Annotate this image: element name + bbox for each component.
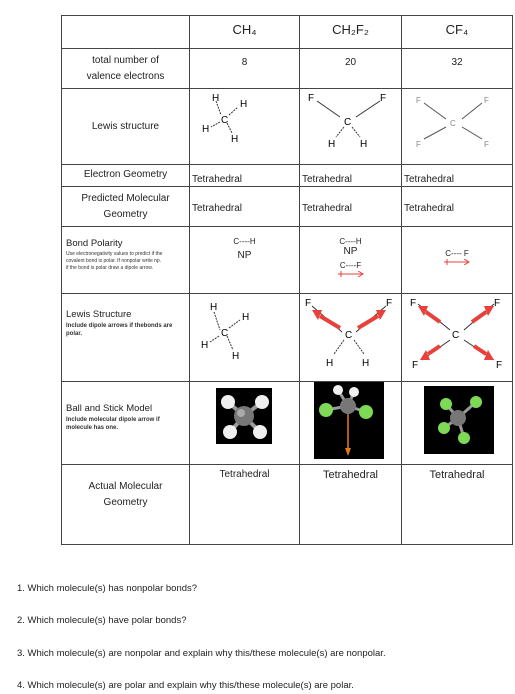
svg-text:F: F (416, 96, 421, 105)
pg-ch4-cell (190, 187, 300, 227)
lewis-dipole-ch2f2 (300, 294, 402, 382)
ball-stick-cf4-cell (402, 382, 513, 465)
svg-text:C: C (452, 330, 460, 341)
corner-cell (62, 16, 190, 49)
svg-text:H: H (328, 139, 336, 150)
svg-text:H: H (202, 124, 210, 135)
svg-text:C: C (221, 328, 229, 339)
lewis-dipole-cf4 (402, 294, 513, 382)
lewis-ch2f2 (300, 89, 402, 165)
svg-text:F: F (412, 360, 419, 371)
lewis-dipole-ch4 (190, 294, 300, 382)
row-bond-polarity (62, 227, 513, 294)
ch4-lewis-dipole (190, 294, 300, 376)
ch4-ball-stick-model-icon (190, 382, 300, 459)
svg-text:F: F (386, 298, 393, 309)
pg-ch2f2: Tetrahedral (302, 203, 353, 214)
svg-text:H: H (210, 302, 218, 313)
eg-ch2f2-cell (300, 165, 402, 187)
svg-text:H: H (242, 312, 250, 323)
svg-text:H: H (232, 351, 240, 362)
lewis-cf4 (402, 89, 513, 165)
svg-text:C: C (221, 115, 229, 126)
col-ch2f2: CH₂F₂ (300, 16, 402, 49)
bond-ch4: C----H NP (190, 227, 300, 294)
bond-polarity-label: Bond Polarity Use electronegativity values to predict if the covalent bond is polar. If nonpolar write np. if the bond is polar draw a dipole arrow. (62, 227, 190, 294)
svg-text:C: C (450, 119, 456, 128)
svg-text:F: F (484, 96, 489, 105)
svg-text:H: H (212, 93, 220, 104)
row-valence (62, 49, 513, 89)
cf4-lewis-structure (402, 89, 513, 159)
bond-cf4: C---- F (402, 227, 513, 294)
pg-cf4-cell (402, 187, 513, 227)
row-lewis-dipole (62, 294, 513, 382)
pg-ch4: Tetrahedral (192, 203, 243, 214)
valence-ch2f2: 20 (300, 49, 402, 89)
row-electron-geometry (62, 165, 513, 187)
svg-text:F: F (410, 298, 417, 309)
eg-ch4-cell (190, 165, 300, 187)
row-lewis (62, 89, 513, 165)
ag-ch2f2: Tetrahedral (300, 465, 402, 545)
worksheet-table (61, 15, 513, 545)
ag-cf4: Tetrahedral (402, 465, 513, 545)
svg-text:F: F (484, 140, 489, 149)
pg-cf4: Tetrahedral (404, 203, 455, 214)
ball-stick-label: Ball and Stick Model Include molecular dipole arrow if molecule has one. (62, 382, 190, 465)
svg-text:C: C (345, 330, 353, 341)
pg-ch2f2-cell (300, 187, 402, 227)
eg-cf4: Tetrahedral (404, 174, 455, 185)
svg-text:F: F (416, 140, 421, 149)
svg-text:H: H (362, 358, 370, 369)
cf4-lewis-dipole (402, 294, 513, 376)
valence-cf4: 32 (402, 49, 513, 89)
cf4-ball-stick-model-icon (402, 382, 513, 459)
svg-text:H: H (201, 340, 209, 351)
lewis-label: Lewis structure (62, 89, 190, 165)
header-row (62, 16, 513, 49)
col-cf4: CF₄ (402, 16, 513, 49)
ch2f2-ball-stick-model-icon (300, 382, 402, 459)
predicted-geometry-label: Predicted Molecular Geometry (62, 187, 190, 227)
svg-text:F: F (380, 93, 387, 104)
valence-label: total number of valence electrons (62, 49, 190, 89)
svg-text:H: H (360, 139, 368, 150)
row-predicted-geometry (62, 187, 513, 227)
ag-ch4: Tetrahedral (190, 465, 300, 545)
question-4: 4. Which molecule(s) are polar and explain why this/these molecule(s) are polar. (17, 680, 354, 691)
svg-text:H: H (326, 358, 334, 369)
electron-geometry-label: Electron Geometry (62, 165, 190, 187)
question-1: 1. Which molecule(s) has nonpolar bonds? (17, 583, 198, 594)
dipole-arrows (312, 310, 386, 328)
svg-text:F: F (308, 93, 315, 104)
svg-text:H: H (240, 99, 248, 110)
svg-text:C: C (344, 117, 352, 128)
cf-dipole-arrow-icon (336, 271, 366, 277)
cf-dipole-arrow-icon (442, 259, 472, 265)
eg-cf4-cell (402, 165, 513, 187)
svg-text:F: F (494, 298, 501, 309)
eg-ch2f2: Tetrahedral (302, 174, 353, 185)
question-2: 2. Which molecule(s) have polar bonds? (17, 615, 187, 626)
eg-ch4: Tetrahedral (192, 174, 243, 185)
svg-text:F: F (305, 298, 312, 309)
question-3: 3. Which molecule(s) are nonpolar and explain why this/these molecule(s) are nonpolar. (17, 648, 386, 659)
bond-ch2f2: C----H NP C----F (300, 227, 402, 294)
ch2f2-lewis-dipole (300, 294, 402, 376)
ball-stick-ch2f2-cell (300, 382, 402, 465)
ch4-lewis-structure (190, 89, 300, 159)
row-actual-geometry (62, 465, 513, 545)
actual-geometry-label: Actual Molecular Geometry (62, 465, 190, 545)
lewis-dipole-label: Lewis Structure Include dipole arrows if thebonds are polar. (62, 294, 190, 382)
ball-stick-ch4-cell (190, 382, 300, 465)
valence-ch4: 8 (190, 49, 300, 89)
lewis-ch4 (190, 89, 300, 165)
svg-text:F: F (496, 360, 503, 371)
svg-text:H: H (231, 134, 239, 145)
col-ch4: CH₄ (190, 16, 300, 49)
ch2f2-lewis-structure (300, 89, 402, 159)
row-ball-stick (62, 382, 513, 465)
